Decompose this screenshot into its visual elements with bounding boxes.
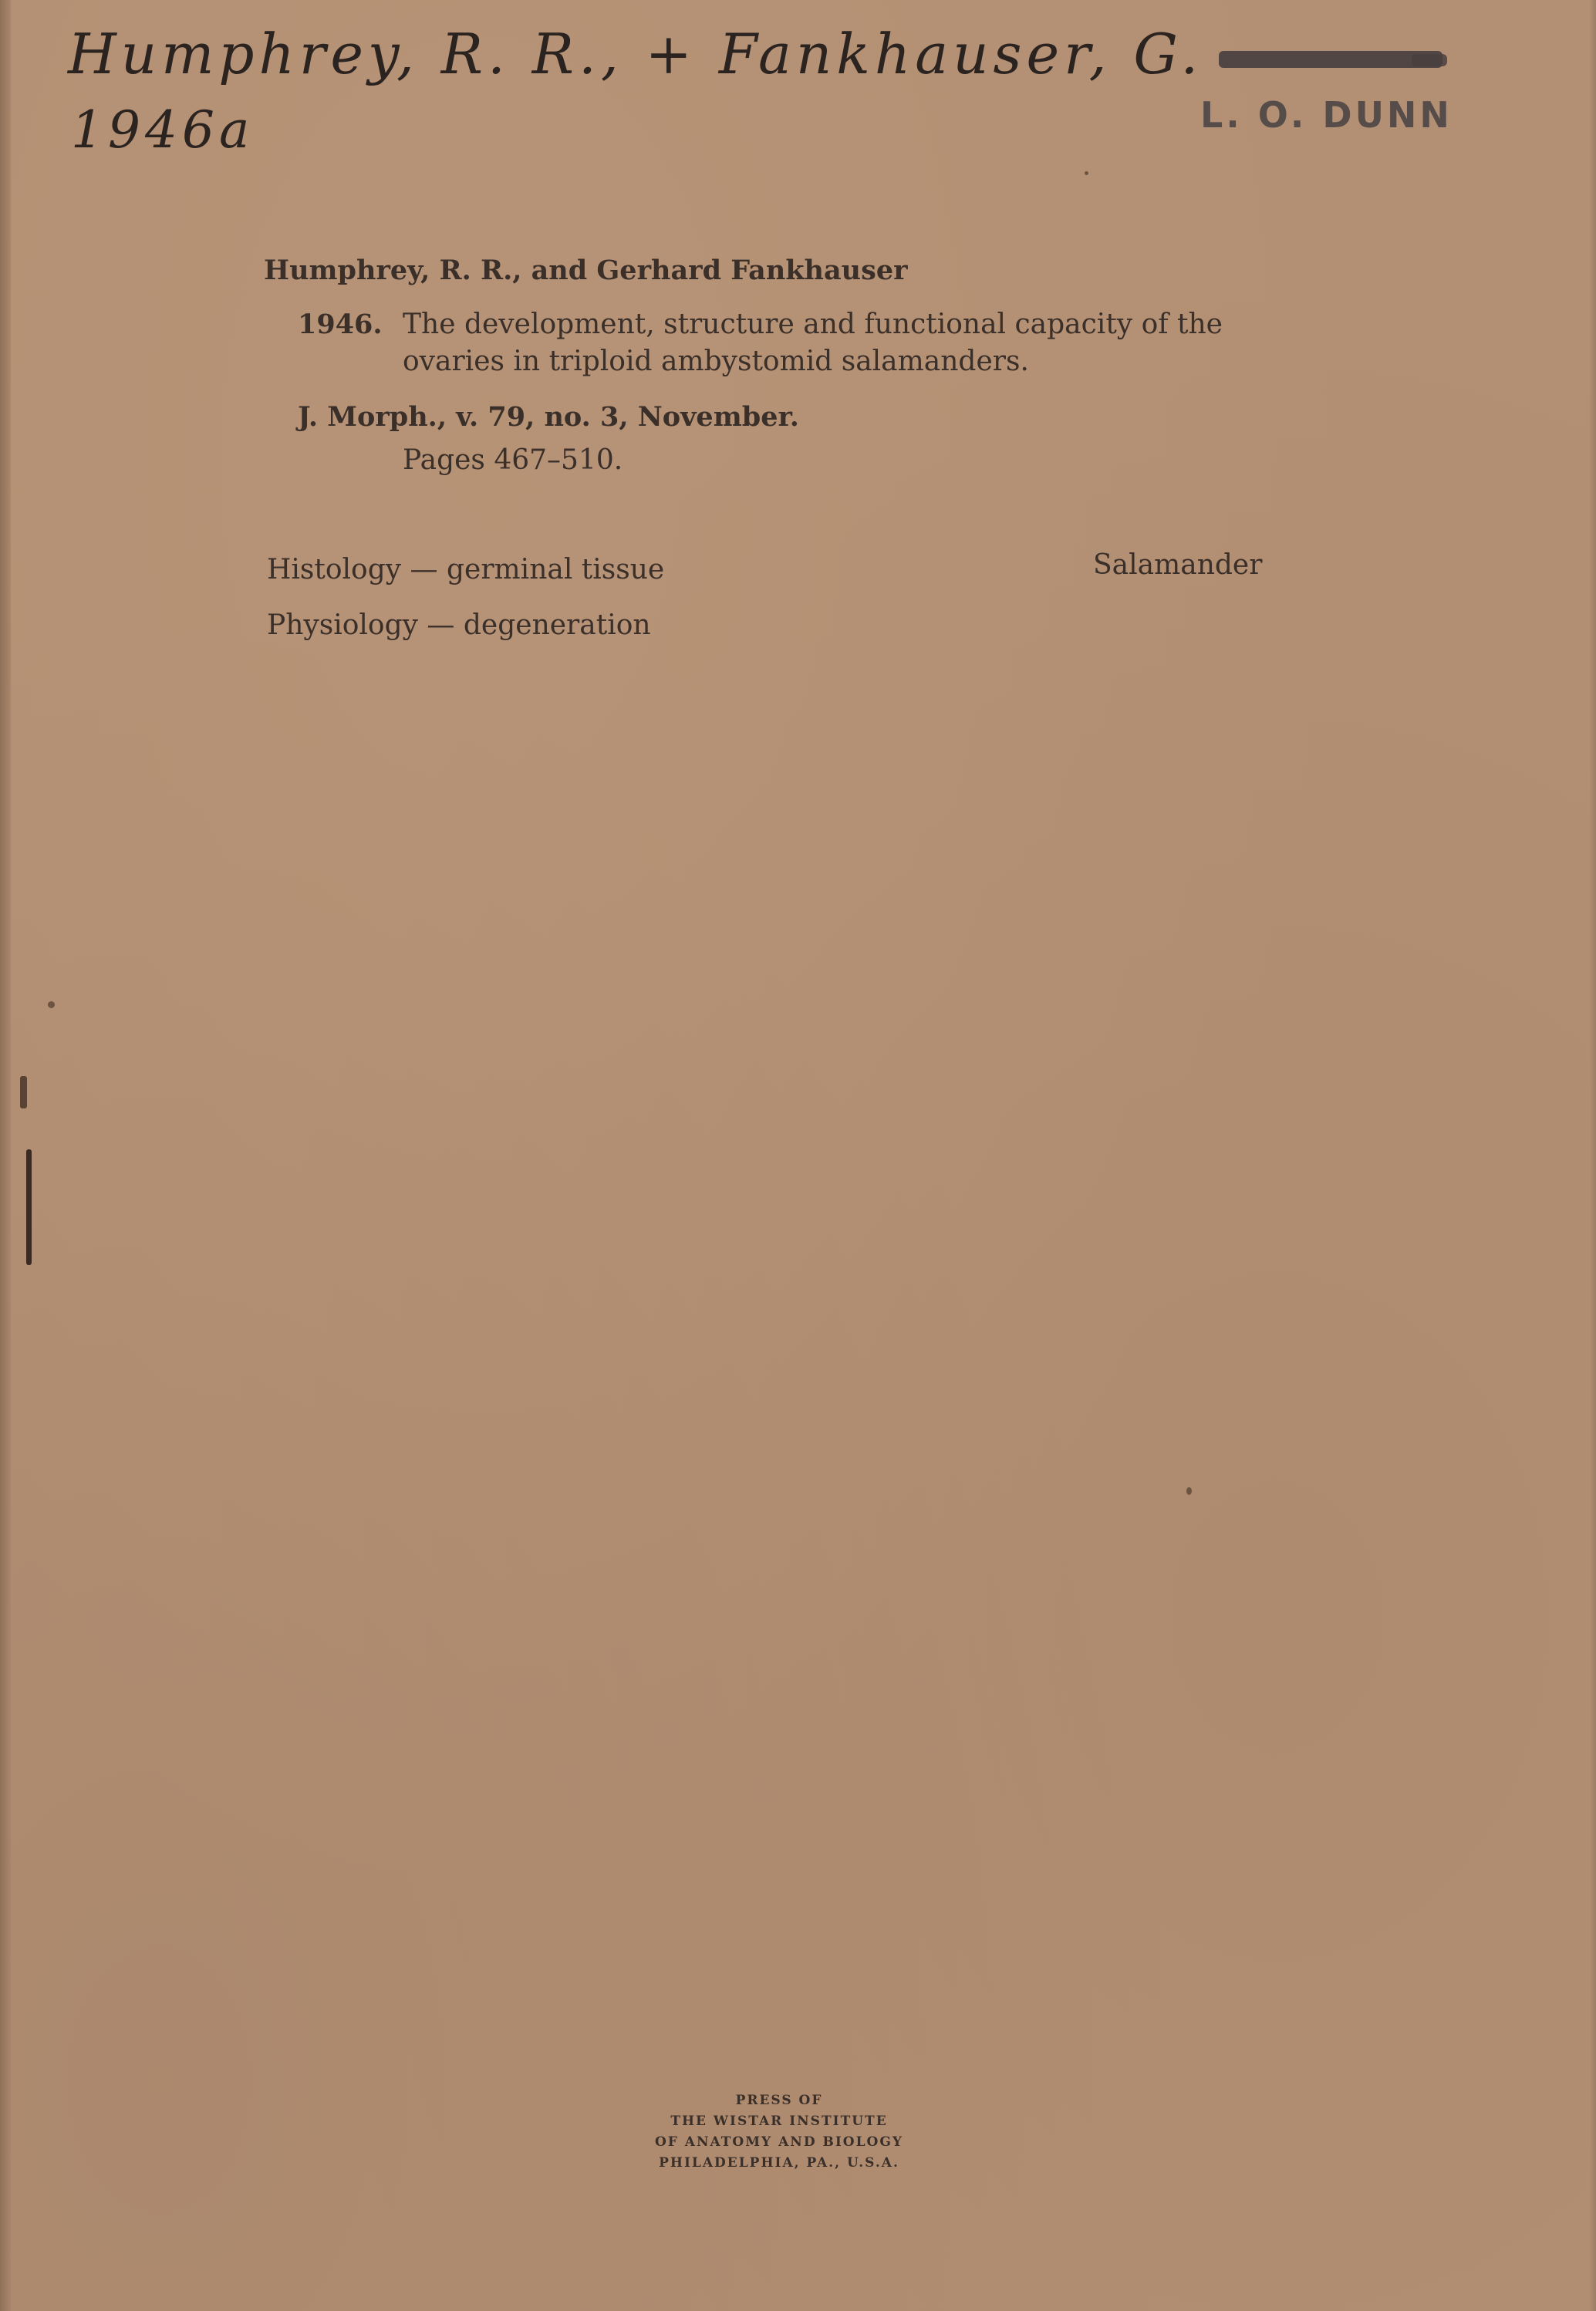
- keyword-histology: Histology — germinal tissue: [267, 554, 665, 585]
- handwritten-author-note: Humphrey, R. R., + Fankhauser, G.: [68, 22, 1203, 86]
- cover-left-edge: [0, 0, 11, 2311]
- publisher-imprint: [602, 2090, 957, 2174]
- handwritten-year-note: 1946a: [71, 100, 255, 160]
- redaction-bar: [1219, 51, 1442, 68]
- imprint-line: PHILADELPHIA, PA., U.S.A.: [659, 2155, 899, 2171]
- redaction-bar: [1412, 54, 1447, 66]
- paper-speck: [1085, 171, 1088, 175]
- citation-title-line-2: ovaries in triploid ambystomid salamanders.: [403, 346, 1029, 377]
- imprint-line: THE WISTAR INSTITUTE: [670, 2114, 888, 2129]
- staple-mark: [20, 1076, 27, 1108]
- citation-title-line-1: The development, structure and functional capacity of the: [403, 309, 1223, 340]
- imprint-line: PRESS OF: [735, 2093, 823, 2108]
- paper-speck: [1186, 1487, 1192, 1495]
- citation-journal: J. Morph., v. 79, no. 3, November.: [298, 401, 799, 433]
- cover-right-edge: [1590, 0, 1596, 2311]
- citation-pages: Pages 467–510.: [403, 444, 623, 476]
- citation-year: 1946.: [298, 309, 383, 340]
- owner-stamp: L. O. DUNN: [1200, 94, 1453, 136]
- keyword-physiology: Physiology — degeneration: [267, 609, 651, 641]
- imprint-line: OF ANATOMY AND BIOLOGY: [654, 2134, 904, 2150]
- staple: [26, 1149, 32, 1265]
- paper-speck: [48, 1001, 55, 1008]
- keyword-category: Salamander: [1093, 549, 1263, 581]
- citation-authors: Humphrey, R. R., and Gerhard Fankhauser: [264, 255, 908, 286]
